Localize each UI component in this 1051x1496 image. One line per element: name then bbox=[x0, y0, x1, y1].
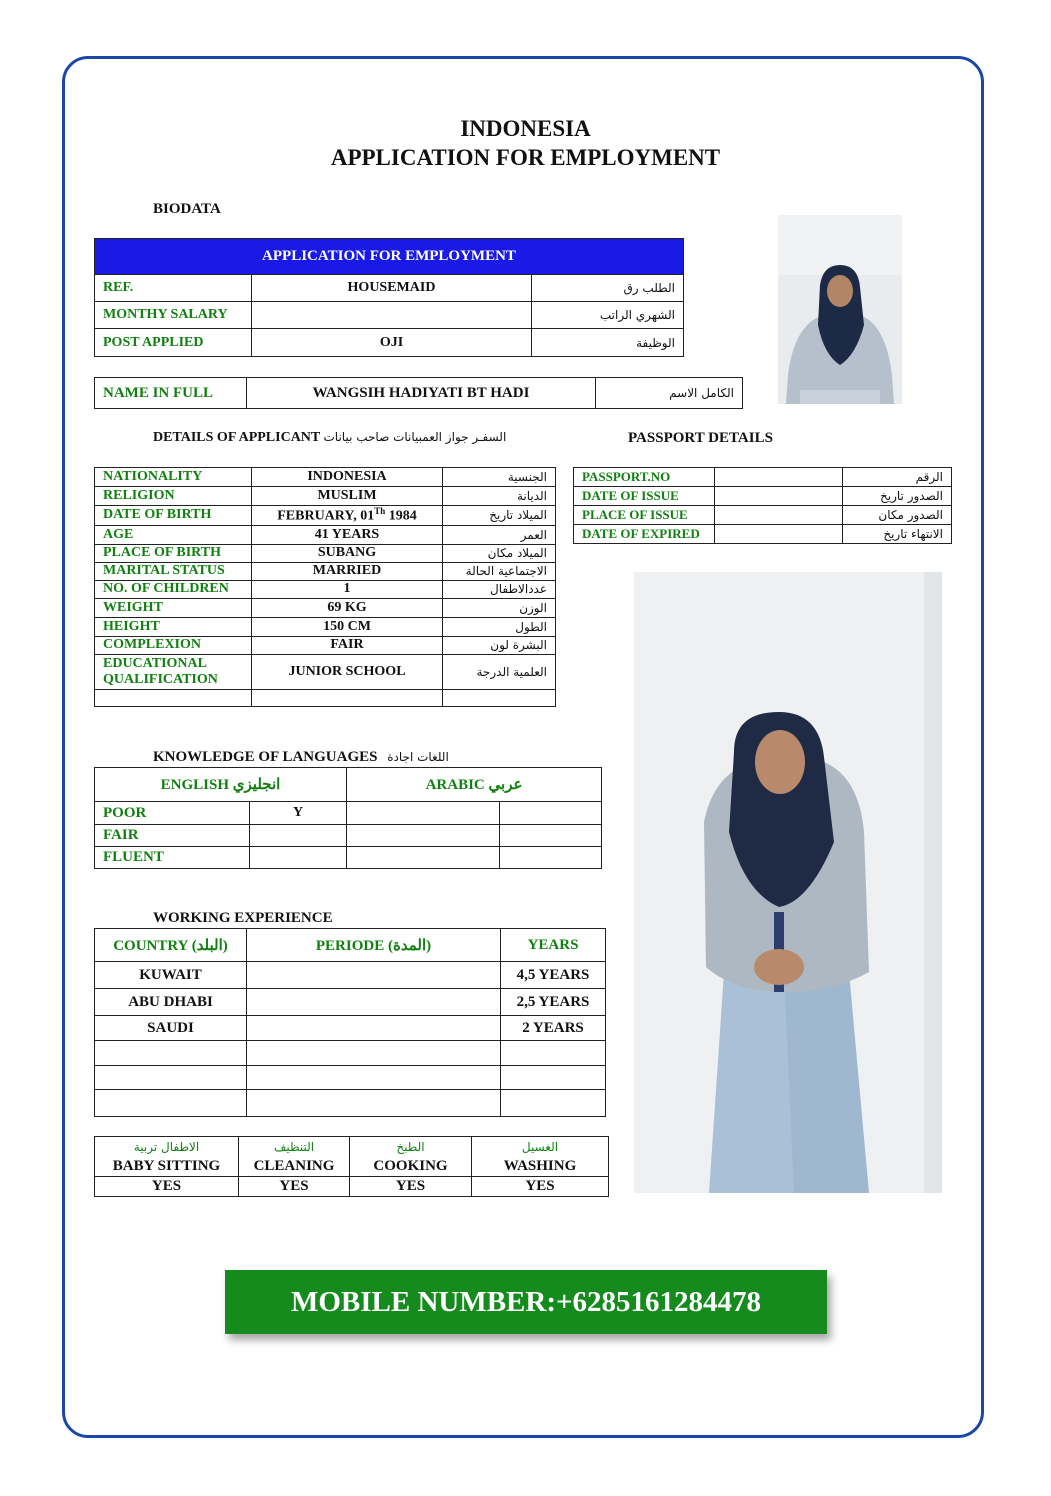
detail-label: HEIGHT bbox=[95, 617, 252, 636]
empty-cell bbox=[501, 1066, 606, 1090]
detail-arabic: الجنسية bbox=[443, 468, 556, 487]
languages-heading bbox=[153, 749, 449, 766]
dob-suffix: Th bbox=[374, 506, 386, 516]
empty-cell bbox=[95, 689, 252, 706]
edu-label-line2: QUALIFICATION bbox=[103, 671, 218, 687]
detail-label: COMPLEXION bbox=[95, 636, 252, 654]
passport-arabic: الصدور مكان bbox=[843, 506, 952, 525]
detail-arabic: الطول bbox=[443, 617, 556, 636]
empty-cell bbox=[95, 1066, 247, 1090]
experience-heading: WORKING EXPERIENCE bbox=[153, 910, 333, 926]
passport-arabic: الانتهاء تاريخ bbox=[843, 525, 952, 544]
detail-label: RELIGION bbox=[95, 487, 252, 506]
detail-value: 150 CM bbox=[252, 617, 443, 636]
detail-value: SUBANG bbox=[252, 544, 443, 562]
skill-value: YES bbox=[472, 1177, 609, 1197]
passport-value bbox=[715, 525, 843, 544]
biodata-label: BIODATA bbox=[153, 201, 221, 217]
skill-name: CLEANING bbox=[253, 1157, 335, 1174]
arabic-mark bbox=[347, 825, 500, 847]
detail-arabic: البشرة لون bbox=[443, 636, 556, 654]
skill-arabic: الغسيل bbox=[521, 1139, 559, 1154]
detail-value: MUSLIM bbox=[252, 487, 443, 506]
english-header: ENGLISH انجليزي bbox=[95, 768, 347, 802]
experience-country: ABU DHABI bbox=[95, 989, 247, 1016]
english-mark: Y bbox=[250, 802, 347, 825]
detail-arabic: العمر bbox=[443, 525, 556, 544]
skill-value: YES bbox=[239, 1177, 350, 1197]
passport-label: DATE OF ISSUE bbox=[574, 487, 715, 506]
details-heading-ar: السفـر جواز العمبيانات صاحب بيانات bbox=[323, 430, 507, 444]
empty-cell bbox=[247, 1041, 501, 1066]
skills-table bbox=[94, 1136, 609, 1197]
english-mark bbox=[250, 825, 347, 847]
detail-value: FAIR bbox=[252, 636, 443, 654]
empty-cell bbox=[252, 689, 443, 706]
dob-value: FEBRUARY, 01 bbox=[277, 508, 375, 524]
empty-cell bbox=[443, 689, 556, 706]
post-value: OJI bbox=[252, 329, 532, 357]
skill-name: COOKING bbox=[373, 1157, 448, 1174]
detail-arabic: الديانة bbox=[443, 487, 556, 506]
experience-table bbox=[94, 928, 606, 1117]
passport-label: DATE OF EXPIRED bbox=[574, 525, 715, 544]
experience-years: 4,5 YEARS bbox=[501, 962, 606, 989]
experience-period bbox=[247, 989, 501, 1016]
person-full-body-icon bbox=[634, 572, 942, 1193]
arabic-header: ARABIC عربي bbox=[347, 768, 602, 802]
skill-header bbox=[350, 1137, 472, 1177]
name-arabic: الكامل الاسم bbox=[596, 378, 743, 409]
detail-value bbox=[252, 506, 443, 526]
dob-year: 1984 bbox=[385, 508, 417, 524]
ref-arabic: الطلب رق bbox=[532, 275, 684, 302]
country-header: COUNTRY (البلد) bbox=[95, 929, 247, 962]
edu-label-line1: EDUCATIONAL bbox=[103, 655, 207, 671]
arabic-mark bbox=[347, 847, 500, 869]
passport-value bbox=[715, 506, 843, 525]
skill-value: YES bbox=[350, 1177, 472, 1197]
experience-years: 2 YEARS bbox=[501, 1016, 606, 1041]
name-table bbox=[94, 377, 743, 409]
passport-heading: PASSPORT DETAILS bbox=[628, 430, 773, 446]
passport-arabic: الرقم bbox=[843, 468, 952, 487]
detail-label: MARITAL STATUS bbox=[95, 562, 252, 580]
skill-arabic: التنظيف bbox=[273, 1139, 315, 1154]
passport-value bbox=[715, 487, 843, 506]
skill-arabic: الطبخ bbox=[396, 1139, 425, 1154]
detail-arabic: الميلاد مكان bbox=[443, 544, 556, 562]
passport-value bbox=[715, 468, 843, 487]
document-title: APPLICATION FOR EMPLOYMENT bbox=[330, 145, 721, 170]
empty-cell bbox=[501, 1090, 606, 1117]
detail-arabic: الوزن bbox=[443, 598, 556, 617]
salary-label: MONTHY SALARY bbox=[95, 302, 252, 329]
skill-header bbox=[95, 1137, 239, 1177]
years-header: YEARS bbox=[501, 929, 606, 962]
detail-label: DATE OF BIRTH bbox=[95, 506, 252, 526]
languages-heading-en: KNOWLEDGE OF LANGUAGES bbox=[153, 749, 378, 765]
detail-value: 41 YEARS bbox=[252, 525, 443, 544]
detail-value: 69 KG bbox=[252, 598, 443, 617]
empty-cell bbox=[95, 1090, 247, 1117]
application-table bbox=[94, 238, 684, 357]
english-mark bbox=[250, 847, 347, 869]
empty-cell bbox=[95, 1041, 247, 1066]
passport-label: PASSPORT.NO bbox=[574, 468, 715, 487]
mobile-number-banner: MOBILE NUMBER:+6285161284478 bbox=[225, 1270, 827, 1334]
person-silhouette-icon bbox=[778, 215, 902, 404]
detail-label: WEIGHT bbox=[95, 598, 252, 617]
detail-label: AGE bbox=[95, 525, 252, 544]
detail-value: JUNIOR SCHOOL bbox=[252, 654, 443, 689]
details-heading bbox=[153, 430, 506, 446]
language-level: FLUENT bbox=[95, 847, 250, 869]
salary-value bbox=[252, 302, 532, 329]
empty-cell bbox=[501, 1041, 606, 1066]
skill-value: YES bbox=[95, 1177, 239, 1197]
passport-label: PLACE OF ISSUE bbox=[574, 506, 715, 525]
post-arabic: الوظيفة bbox=[532, 329, 684, 357]
empty-cell bbox=[247, 1090, 501, 1117]
skill-header bbox=[472, 1137, 609, 1177]
skill-header bbox=[239, 1137, 350, 1177]
arabic-mark bbox=[500, 825, 602, 847]
small-photo bbox=[778, 215, 902, 404]
ref-value: HOUSEMAID bbox=[252, 275, 532, 302]
experience-country: KUWAIT bbox=[95, 962, 247, 989]
detail-label: NATIONALITY bbox=[95, 468, 252, 487]
skill-arabic: الاطفال تربية bbox=[133, 1139, 200, 1154]
languages-table bbox=[94, 767, 602, 869]
languages-heading-ar: اللغات اجادة bbox=[387, 750, 449, 764]
detail-label: NO. OF CHILDREN bbox=[95, 580, 252, 598]
language-level: FAIR bbox=[95, 825, 250, 847]
application-table-header: APPLICATION FOR EMPLOYMENT bbox=[95, 239, 684, 275]
experience-period bbox=[247, 962, 501, 989]
name-value: WANGSIH HADIYATI BT HADI bbox=[247, 378, 596, 409]
skill-name: BABY SITTING bbox=[112, 1157, 221, 1174]
experience-period bbox=[247, 1016, 501, 1041]
salary-arabic: الشهري الراتب bbox=[532, 302, 684, 329]
detail-label: PLACE OF BIRTH bbox=[95, 544, 252, 562]
experience-years: 2,5 YEARS bbox=[501, 989, 606, 1016]
details-heading-en: DETAILS OF APPLICANT bbox=[153, 430, 320, 445]
detail-arabic: الميلاد تاريخ bbox=[443, 506, 556, 526]
country-title: INDONESIA bbox=[460, 116, 591, 141]
arabic-mark bbox=[347, 802, 500, 825]
skill-name: WASHING bbox=[503, 1157, 577, 1174]
passport-arabic: الصدور تاريخ bbox=[843, 487, 952, 506]
detail-arabic: العلمية الدرجة bbox=[443, 654, 556, 689]
passport-table bbox=[573, 467, 952, 544]
ref-label: REF. bbox=[95, 275, 252, 302]
period-header: PERIODE (المدة) bbox=[247, 929, 501, 962]
language-level: POOR bbox=[95, 802, 250, 825]
details-table bbox=[94, 467, 556, 707]
detail-value: MARRIED bbox=[252, 562, 443, 580]
arabic-mark bbox=[500, 847, 602, 869]
experience-country: SAUDI bbox=[95, 1016, 247, 1041]
detail-value: INDONESIA bbox=[252, 468, 443, 487]
name-label: NAME IN FULL bbox=[95, 378, 247, 409]
empty-cell bbox=[247, 1066, 501, 1090]
full-body-photo bbox=[634, 572, 942, 1193]
arabic-mark bbox=[500, 802, 602, 825]
post-label: POST APPLIED bbox=[95, 329, 252, 357]
detail-label bbox=[95, 654, 252, 689]
detail-arabic: عددالاطفال bbox=[443, 580, 556, 598]
detail-value: 1 bbox=[252, 580, 443, 598]
detail-arabic: الاجتماعية الحالة bbox=[443, 562, 556, 580]
